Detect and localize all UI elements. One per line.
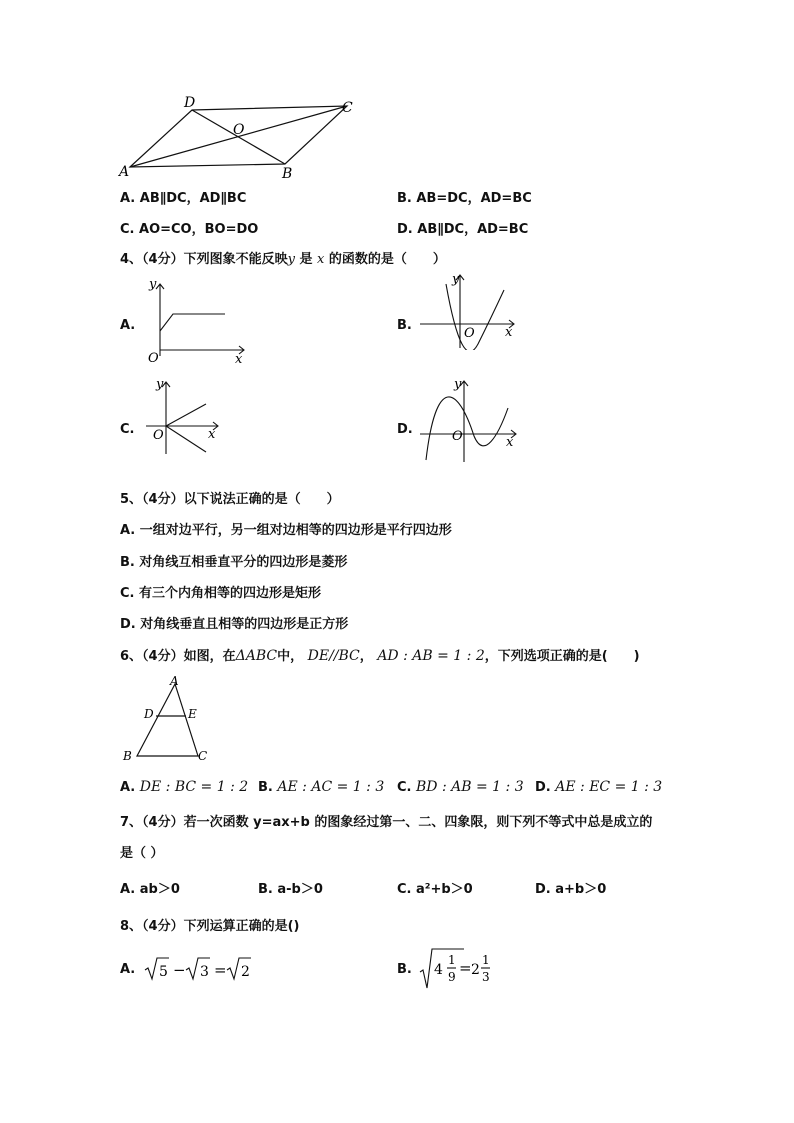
- label-C: C: [342, 100, 353, 116]
- label-B: B: [123, 749, 132, 763]
- option-letter: B.: [397, 191, 412, 206]
- q7-option-a[interactable]: A. ab＞0: [120, 882, 180, 897]
- option-text: AB∥DC，AD∥BC: [139, 191, 247, 206]
- minus-sign: −: [173, 961, 186, 979]
- option-text: AO=CO，BO=DO: [139, 222, 259, 237]
- q3-option-d[interactable]: [397, 218, 528, 237]
- label-A: A: [119, 164, 130, 180]
- whole-4: 4: [434, 962, 443, 978]
- origin: O: [153, 428, 164, 443]
- label-C: C: [198, 749, 208, 763]
- origin: O: [464, 326, 475, 341]
- axis-x: x: [235, 352, 243, 366]
- q8-stem: 8、（4分）下列运算正确的是(): [120, 919, 300, 934]
- option-letter: A.: [120, 191, 136, 206]
- radicand-2: 2: [241, 964, 250, 980]
- triangle-figure: [118, 674, 218, 766]
- equals-sign: =: [459, 959, 472, 977]
- q8-option-a-formula: [143, 953, 253, 985]
- q7-stem-line2: 是（ ）: [120, 846, 164, 861]
- q5-stem: 5、（4分）以下说法正确的是（ ）: [120, 492, 340, 507]
- label-O: O: [233, 122, 245, 138]
- q4-option-a[interactable]: A.: [120, 318, 136, 333]
- axis-y: y: [454, 377, 462, 392]
- graph-b: [418, 270, 523, 350]
- graph-a: [140, 274, 255, 366]
- axis-y: y: [156, 377, 164, 392]
- q6-stem: 6、（4分）如图，在ΔABC中， DE//BC， AD : AB = 1 : 2，下列选项正确的是( ): [120, 648, 640, 664]
- label-A: A: [170, 674, 179, 688]
- label-E: E: [188, 707, 197, 721]
- q6-option-d[interactable]: D. AE : EC = 1 : 3: [535, 779, 663, 795]
- q7-stem-line1: 7、（4分）若一次函数 y=ax+b 的图象经过第一、二、四象限，则下列不等式中总是成立的: [120, 815, 653, 830]
- equals-sign: =: [214, 961, 227, 979]
- q6-option-a[interactable]: A. DE : BC = 1 : 2: [120, 779, 249, 795]
- q6-option-c[interactable]: C. BD : AB = 1 : 3: [397, 779, 524, 795]
- q4-stem: 4、（4分）下列图象不能反映y 是 x 的函数的是（ ）: [120, 252, 446, 267]
- q5-option-d[interactable]: D. 对角线垂直且相等的四边形是正方形: [120, 617, 349, 632]
- q5-option-b[interactable]: B. 对角线互相垂直平分的四边形是菱形: [120, 555, 348, 570]
- numerator-1b: 1: [482, 953, 490, 967]
- graph-c: [144, 376, 224, 456]
- label-D: D: [184, 95, 196, 111]
- q8-option-b-letter[interactable]: B.: [397, 962, 412, 977]
- q3-option-c[interactable]: [120, 218, 258, 237]
- q4-option-d[interactable]: D.: [397, 422, 413, 437]
- origin: O: [452, 429, 463, 444]
- q7-option-d[interactable]: D. a+b＞0: [535, 882, 607, 897]
- q3-option-a[interactable]: [120, 187, 246, 206]
- parallelogram-figure: [110, 92, 370, 182]
- label-D: D: [144, 707, 154, 721]
- q8-option-a-letter[interactable]: A.: [120, 962, 136, 977]
- axis-y: y: [149, 277, 157, 292]
- label-B: B: [282, 166, 293, 182]
- q5-option-c[interactable]: C. 有三个内角相等的四边形是矩形: [120, 586, 322, 601]
- q5-option-a[interactable]: A. 一组对边平行，另一组对边相等的四边形是平行四边形: [120, 523, 452, 538]
- axis-y: y: [452, 272, 460, 287]
- denominator-3: 3: [482, 970, 490, 984]
- axis-x: x: [506, 435, 514, 450]
- radicand-5: 5: [159, 964, 168, 980]
- axis-x: x: [505, 325, 513, 340]
- q6-option-b[interactable]: B. AE : AC = 1 : 3: [258, 779, 385, 795]
- origin: O: [148, 351, 159, 366]
- axis-x: x: [208, 427, 216, 442]
- whole-2: 2: [471, 962, 480, 978]
- option-text: AB∥DC，AD=BC: [417, 222, 529, 237]
- q7-option-c[interactable]: C. a²+b＞0: [397, 882, 473, 897]
- q7-option-b[interactable]: B. a-b＞0: [258, 882, 323, 897]
- option-letter: D.: [397, 222, 413, 237]
- option-text: AB=DC，AD=BC: [416, 191, 532, 206]
- q8-option-b-formula: [418, 946, 498, 992]
- graph-d: [418, 376, 523, 464]
- option-letter: C.: [120, 222, 135, 237]
- q4-option-c[interactable]: C.: [120, 422, 135, 437]
- q4-option-b[interactable]: B.: [397, 318, 412, 333]
- radicand-3: 3: [200, 964, 209, 980]
- q3-option-b[interactable]: [397, 187, 532, 206]
- denominator-9: 9: [448, 970, 456, 984]
- numerator-1: 1: [448, 953, 456, 967]
